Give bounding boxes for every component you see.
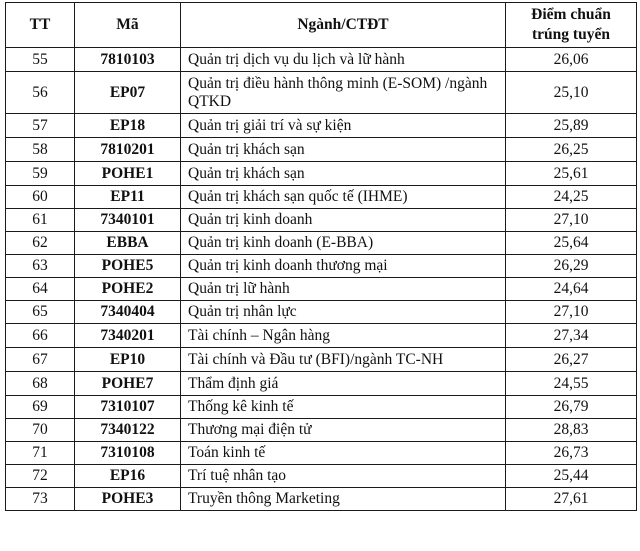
row-code: EBBA	[75, 232, 181, 255]
row-score: 26,73	[506, 442, 637, 465]
row-program-name: Quản trị kinh doanh (E-BBA)	[181, 232, 506, 255]
row-program-name: Thương mại điện tử	[181, 419, 506, 442]
table-row	[6, 396, 637, 419]
row-score: 26,25	[506, 138, 637, 162]
admission-scores-table	[5, 2, 637, 511]
row-program-name: Toán kinh tế	[181, 442, 506, 465]
row-code: EP11	[75, 186, 181, 209]
row-code: EP18	[75, 114, 181, 138]
row-score: 26,79	[506, 396, 637, 419]
row-code: POHE1	[75, 162, 181, 186]
row-tt: 72	[6, 465, 75, 488]
row-code: EP16	[75, 465, 181, 488]
row-tt: 57	[6, 114, 75, 138]
row-program-name: Quản trị lữ hành	[181, 278, 506, 301]
row-program-name: Trí tuệ nhân tạo	[181, 465, 506, 488]
row-code: EP07	[75, 72, 181, 114]
row-score: 26,06	[506, 48, 637, 72]
row-program-name: Quản trị khách sạn	[181, 138, 506, 162]
row-score: 25,61	[506, 162, 637, 186]
table-row	[6, 138, 637, 162]
header-score-line2: trúng tuyển	[532, 26, 610, 43]
row-program-name: Thống kê kinh tế	[181, 396, 506, 419]
row-program-name: Tài chính và Đầu tư (BFI)/ngành TC-NH	[181, 348, 506, 372]
row-tt: 68	[6, 372, 75, 396]
row-tt: 62	[6, 232, 75, 255]
row-score: 26,29	[506, 255, 637, 278]
row-tt: 55	[6, 48, 75, 72]
table-row	[6, 162, 637, 186]
row-program-name: Thẩm định giá	[181, 372, 506, 396]
row-score: 24,55	[506, 372, 637, 396]
row-score: 27,10	[506, 209, 637, 232]
row-program-name: Truyền thông Marketing	[181, 488, 506, 511]
table-row	[6, 72, 637, 114]
row-program-name: Quản trị kinh doanh thương mại	[181, 255, 506, 278]
row-code: POHE3	[75, 488, 181, 511]
table-row	[6, 232, 637, 255]
table-row	[6, 301, 637, 324]
row-score: 25,64	[506, 232, 637, 255]
row-tt: 59	[6, 162, 75, 186]
row-tt: 65	[6, 301, 75, 324]
row-tt: 63	[6, 255, 75, 278]
table-row	[6, 324, 637, 348]
row-tt: 69	[6, 396, 75, 419]
table-row	[6, 209, 637, 232]
row-program-name: Quản trị dịch vụ du lịch và lữ hành	[181, 48, 506, 72]
row-code: 7810201	[75, 138, 181, 162]
row-tt: 64	[6, 278, 75, 301]
row-program-name: Quản trị khách sạn	[181, 162, 506, 186]
row-tt: 56	[6, 72, 75, 114]
row-code: POHE5	[75, 255, 181, 278]
row-tt: 70	[6, 419, 75, 442]
row-program-name: Quản trị nhân lực	[181, 301, 506, 324]
table-row	[6, 465, 637, 488]
row-score: 28,83	[506, 419, 637, 442]
row-code: 7340201	[75, 324, 181, 348]
row-score: 27,61	[506, 488, 637, 511]
table-row	[6, 278, 637, 301]
row-tt: 60	[6, 186, 75, 209]
header-code: Mã	[75, 3, 181, 48]
row-code: 7340101	[75, 209, 181, 232]
row-code: EP10	[75, 348, 181, 372]
header-tt: TT	[6, 3, 75, 48]
row-score: 24,25	[506, 186, 637, 209]
row-tt: 73	[6, 488, 75, 511]
row-program-name: Tài chính – Ngân hàng	[181, 324, 506, 348]
table-row	[6, 186, 637, 209]
header-program: Ngành/CTĐT	[181, 3, 506, 48]
table-row	[6, 372, 637, 396]
row-tt: 67	[6, 348, 75, 372]
row-program-name: Quản trị giải trí và sự kiện	[181, 114, 506, 138]
header-score-line1: Điểm chuẩn	[531, 6, 611, 23]
row-program-name: Quản trị khách sạn quốc tế (IHME)	[181, 186, 506, 209]
row-tt: 66	[6, 324, 75, 348]
table-row	[6, 48, 637, 72]
table-row	[6, 114, 637, 138]
row-score: 25,89	[506, 114, 637, 138]
table-header-row	[6, 3, 637, 48]
row-code: 7310107	[75, 396, 181, 419]
row-score: 27,10	[506, 301, 637, 324]
row-score: 24,64	[506, 278, 637, 301]
table-row	[6, 255, 637, 278]
row-tt: 58	[6, 138, 75, 162]
row-score: 25,10	[506, 72, 637, 114]
table-row	[6, 488, 637, 511]
row-program-name: Quản trị điều hành thông minh (E-SOM) /ngành QTKD	[181, 72, 506, 114]
row-score: 27,34	[506, 324, 637, 348]
row-code: 7310108	[75, 442, 181, 465]
table-row	[6, 348, 637, 372]
table-row	[6, 442, 637, 465]
row-score: 26,27	[506, 348, 637, 372]
row-program-name: Quản trị kinh doanh	[181, 209, 506, 232]
row-code: 7810103	[75, 48, 181, 72]
row-tt: 71	[6, 442, 75, 465]
row-code: POHE2	[75, 278, 181, 301]
table-row	[6, 419, 637, 442]
row-score: 25,44	[506, 465, 637, 488]
header-score	[506, 3, 637, 48]
row-code: POHE7	[75, 372, 181, 396]
row-code: 7340122	[75, 419, 181, 442]
row-code: 7340404	[75, 301, 181, 324]
row-tt: 61	[6, 209, 75, 232]
